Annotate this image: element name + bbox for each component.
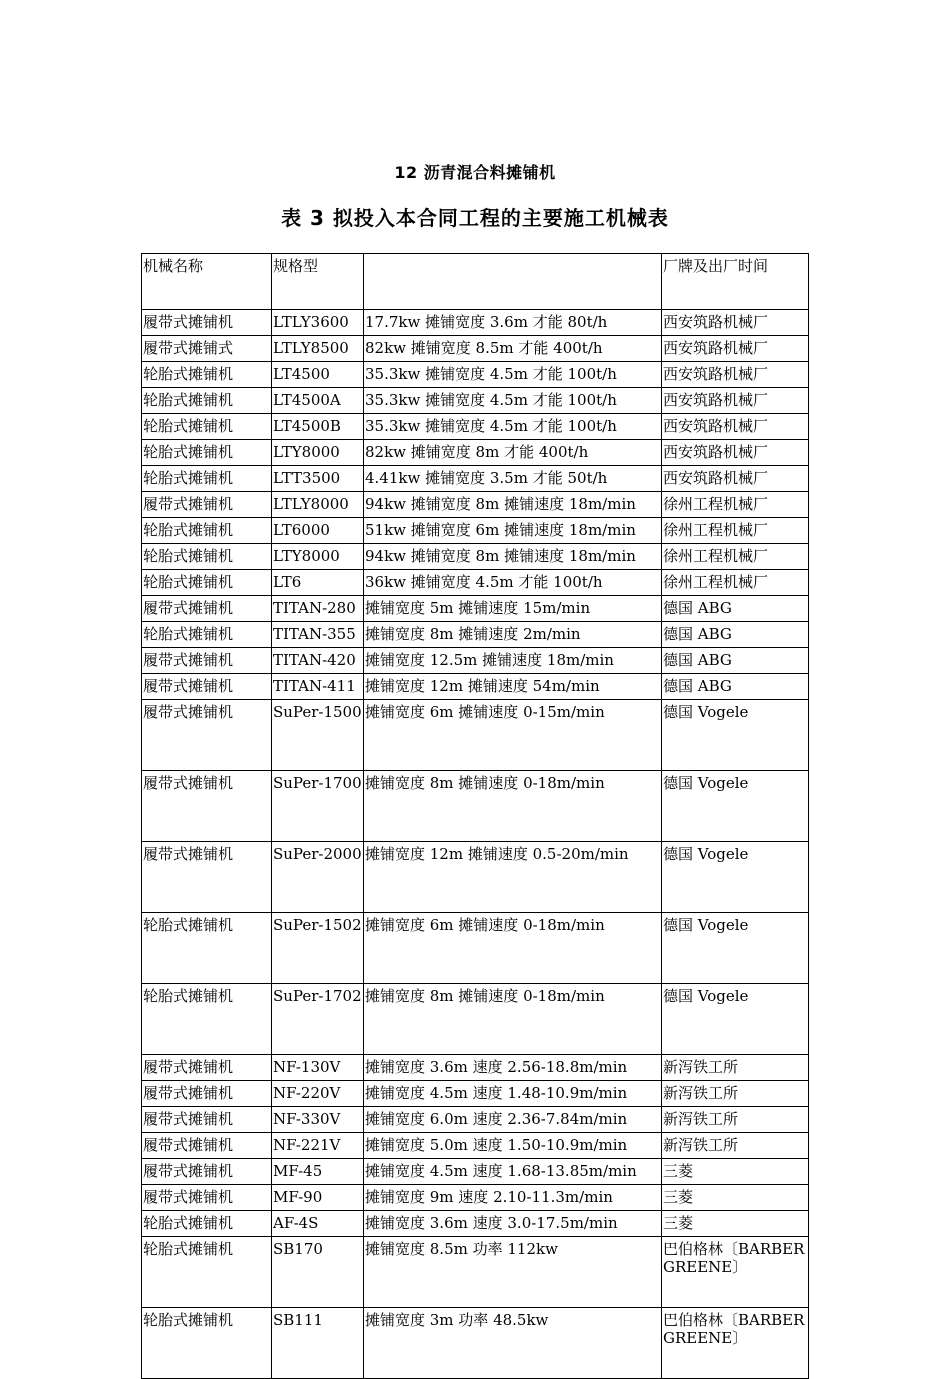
- maker-cell: 三菱: [662, 1211, 809, 1237]
- table-row: [142, 1081, 809, 1107]
- machine-name-cell: 履带式摊铺机: [142, 1055, 272, 1081]
- table-row: [142, 674, 809, 700]
- table-row: [142, 622, 809, 648]
- table-row: [142, 913, 809, 984]
- maker-cell: 西安筑路机械厂: [662, 362, 809, 388]
- machine-name-cell: 履带式摊铺机: [142, 842, 272, 913]
- machine-name-cell: 轮胎式摊铺机: [142, 466, 272, 492]
- machine-name-cell: 轮胎式摊铺机: [142, 984, 272, 1055]
- table-row: [142, 771, 809, 842]
- maker-cell: 德国 ABG: [662, 596, 809, 622]
- details-cell: 82kw 摊铺宽度 8m 才能 400t/h: [364, 440, 662, 466]
- maker-cell: 西安筑路机械厂: [662, 466, 809, 492]
- machine-name-cell: 轮胎式摊铺机: [142, 913, 272, 984]
- details-cell: 摊铺宽度 5m 摊铺速度 15m/min: [364, 596, 662, 622]
- machine-name-cell: 轮胎式摊铺机: [142, 518, 272, 544]
- table-row: [142, 648, 809, 674]
- maker-cell: 徐州工程机械厂: [662, 570, 809, 596]
- details-cell: 4.41kw 摊铺宽度 3.5m 才能 50t/h: [364, 466, 662, 492]
- machine-name-cell: 轮胎式摊铺机: [142, 414, 272, 440]
- machine-name-cell: 轮胎式摊铺机: [142, 388, 272, 414]
- maker-cell: 徐州工程机械厂: [662, 544, 809, 570]
- maker-cell: 巴伯格林〔BARBER GREENE〕: [662, 1308, 809, 1379]
- table-row: [142, 1185, 809, 1211]
- model-cell: SuPer-1702: [272, 984, 364, 1055]
- details-cell: 摊铺宽度 3m 功率 48.5kw: [364, 1308, 662, 1379]
- model-cell: TITAN-355: [272, 622, 364, 648]
- details-cell: 94kw 摊铺宽度 8m 摊铺速度 18m/min: [364, 544, 662, 570]
- table-row: [142, 596, 809, 622]
- maker-cell: 德国 Vogele: [662, 842, 809, 913]
- model-cell: LTLY8000: [272, 492, 364, 518]
- machine-name-cell: 履带式摊铺机: [142, 596, 272, 622]
- header-cell-details: [364, 254, 662, 310]
- model-cell: SuPer-1700: [272, 771, 364, 842]
- model-cell: LT6000: [272, 518, 364, 544]
- machine-name-cell: 轮胎式摊铺机: [142, 1211, 272, 1237]
- model-cell: SB170: [272, 1237, 364, 1308]
- model-cell: LTT3500: [272, 466, 364, 492]
- table-row: [142, 1237, 809, 1308]
- maker-cell: 三菱: [662, 1159, 809, 1185]
- machine-name-cell: 履带式摊铺机: [142, 771, 272, 842]
- model-cell: LT6: [272, 570, 364, 596]
- details-cell: 51kw 摊铺宽度 6m 摊铺速度 18m/min: [364, 518, 662, 544]
- maker-cell: 三菱: [662, 1185, 809, 1211]
- machine-name-cell: 履带式摊铺机: [142, 1185, 272, 1211]
- model-cell: LTLY8500: [272, 336, 364, 362]
- maker-cell: 德国 ABG: [662, 648, 809, 674]
- maker-cell: 德国 Vogele: [662, 771, 809, 842]
- details-cell: 摊铺宽度 6m 摊铺速度 0-15m/min: [364, 700, 662, 771]
- model-cell: LT4500B: [272, 414, 364, 440]
- table-row: [142, 1133, 809, 1159]
- details-cell: 摊铺宽度 8.5m 功率 112kw: [364, 1237, 662, 1308]
- machine-name-cell: 轮胎式摊铺机: [142, 544, 272, 570]
- table-title: 表 3 拟投入本合同工程的主要施工机械表: [281, 206, 669, 230]
- section-heading: 12 沥青混合料摊铺机: [394, 163, 556, 182]
- table-row: [142, 388, 809, 414]
- maker-cell: 新泻铁工所: [662, 1055, 809, 1081]
- machine-name-cell: 履带式摊铺机: [142, 1133, 272, 1159]
- model-cell: LTLY3600: [272, 310, 364, 336]
- machine-name-cell: 履带式摊铺式: [142, 336, 272, 362]
- details-cell: 摊铺宽度 8m 摊铺速度 2m/min: [364, 622, 662, 648]
- maker-cell: 西安筑路机械厂: [662, 336, 809, 362]
- model-cell: LT4500A: [272, 388, 364, 414]
- details-cell: 摊铺宽度 4.5m 速度 1.68-13.85m/min: [364, 1159, 662, 1185]
- table-row: [142, 984, 809, 1055]
- machine-name-cell: 履带式摊铺机: [142, 1107, 272, 1133]
- table-row: [142, 336, 809, 362]
- details-cell: 摊铺宽度 12.5m 摊铺速度 18m/min: [364, 648, 662, 674]
- model-cell: TITAN-420: [272, 648, 364, 674]
- table-row: [142, 492, 809, 518]
- details-cell: 摊铺宽度 12m 摊铺速度 0.5-20m/min: [364, 842, 662, 913]
- model-cell: NF-330V: [272, 1107, 364, 1133]
- details-cell: 摊铺宽度 9m 速度 2.10-11.3m/min: [364, 1185, 662, 1211]
- maker-cell: 德国 Vogele: [662, 913, 809, 984]
- maker-cell: 新泻铁工所: [662, 1081, 809, 1107]
- table-row: [142, 414, 809, 440]
- model-cell: SuPer-1502: [272, 913, 364, 984]
- details-cell: 摊铺宽度 6m 摊铺速度 0-18m/min: [364, 913, 662, 984]
- table-row: [142, 1055, 809, 1081]
- machine-name-cell: 履带式摊铺机: [142, 648, 272, 674]
- model-cell: NF-220V: [272, 1081, 364, 1107]
- model-cell: MF-45: [272, 1159, 364, 1185]
- table-header-row: [142, 254, 809, 310]
- table-row: [142, 570, 809, 596]
- details-cell: 35.3kw 摊铺宽度 4.5m 才能 100t/h: [364, 388, 662, 414]
- model-cell: SuPer-2000: [272, 842, 364, 913]
- machine-name-cell: 履带式摊铺机: [142, 1159, 272, 1185]
- model-cell: LTY8000: [272, 440, 364, 466]
- maker-cell: 巴伯格林〔BARBER GREENE〕: [662, 1237, 809, 1308]
- details-cell: 摊铺宽度 4.5m 速度 1.48-10.9m/min: [364, 1081, 662, 1107]
- maker-cell: 德国 Vogele: [662, 984, 809, 1055]
- machine-name-cell: 履带式摊铺机: [142, 674, 272, 700]
- details-cell: 摊铺宽度 5.0m 速度 1.50-10.9m/min: [364, 1133, 662, 1159]
- maker-cell: 徐州工程机械厂: [662, 492, 809, 518]
- details-cell: 82kw 摊铺宽度 8.5m 才能 400t/h: [364, 336, 662, 362]
- details-cell: 36kw 摊铺宽度 4.5m 才能 100t/h: [364, 570, 662, 596]
- model-cell: SB111: [272, 1308, 364, 1379]
- machine-name-cell: 履带式摊铺机: [142, 310, 272, 336]
- machine-name-cell: 轮胎式摊铺机: [142, 1308, 272, 1379]
- machine-name-cell: 履带式摊铺机: [142, 700, 272, 771]
- machine-name-cell: 轮胎式摊铺机: [142, 362, 272, 388]
- table-row: [142, 1159, 809, 1185]
- details-cell: 94kw 摊铺宽度 8m 摊铺速度 18m/min: [364, 492, 662, 518]
- table-row: [142, 842, 809, 913]
- details-cell: 摊铺宽度 12m 摊铺速度 54m/min: [364, 674, 662, 700]
- table-row: [142, 700, 809, 771]
- maker-cell: 德国 ABG: [662, 674, 809, 700]
- table-row: [142, 1211, 809, 1237]
- details-cell: 摊铺宽度 8m 摊铺速度 0-18m/min: [364, 984, 662, 1055]
- maker-cell: 新泻铁工所: [662, 1107, 809, 1133]
- table-row: [142, 544, 809, 570]
- model-cell: AF-4S: [272, 1211, 364, 1237]
- details-cell: 35.3kw 摊铺宽度 4.5m 才能 100t/h: [364, 414, 662, 440]
- header-cell-machine-name: 机械名称: [142, 254, 272, 310]
- model-cell: TITAN-280: [272, 596, 364, 622]
- table-row: [142, 466, 809, 492]
- table-row: [142, 310, 809, 336]
- details-cell: 35.3kw 摊铺宽度 4.5m 才能 100t/h: [364, 362, 662, 388]
- model-cell: LTY8000: [272, 544, 364, 570]
- details-cell: 摊铺宽度 3.6m 速度 2.56-18.8m/min: [364, 1055, 662, 1081]
- maker-cell: 德国 ABG: [662, 622, 809, 648]
- model-cell: NF-221V: [272, 1133, 364, 1159]
- maker-cell: 西安筑路机械厂: [662, 440, 809, 466]
- maker-cell: 德国 Vogele: [662, 700, 809, 771]
- table-row: [142, 1308, 809, 1379]
- model-cell: LT4500: [272, 362, 364, 388]
- machine-name-cell: 轮胎式摊铺机: [142, 622, 272, 648]
- header-cell-maker-date: 厂牌及出厂时间: [662, 254, 809, 310]
- model-cell: MF-90: [272, 1185, 364, 1211]
- details-cell: 摊铺宽度 8m 摊铺速度 0-18m/min: [364, 771, 662, 842]
- machine-name-cell: 轮胎式摊铺机: [142, 1237, 272, 1308]
- machine-name-cell: 轮胎式摊铺机: [142, 440, 272, 466]
- machine-name-cell: 履带式摊铺机: [142, 1081, 272, 1107]
- table-row: [142, 518, 809, 544]
- table-row: [142, 362, 809, 388]
- model-cell: SuPer-1500: [272, 700, 364, 771]
- table-row: [142, 440, 809, 466]
- maker-cell: 西安筑路机械厂: [662, 414, 809, 440]
- model-cell: TITAN-411: [272, 674, 364, 700]
- maker-cell: 西安筑路机械厂: [662, 310, 809, 336]
- details-cell: 17.7kw 摊铺宽度 3.6m 才能 80t/h: [364, 310, 662, 336]
- machine-name-cell: 轮胎式摊铺机: [142, 570, 272, 596]
- model-cell: NF-130V: [272, 1055, 364, 1081]
- header-cell-spec-model: 规格型: [272, 254, 364, 310]
- table-row: [142, 1107, 809, 1133]
- machine-name-cell: 履带式摊铺机: [142, 492, 272, 518]
- details-cell: 摊铺宽度 3.6m 速度 3.0-17.5m/min: [364, 1211, 662, 1237]
- equipment-table: [141, 253, 809, 1379]
- maker-cell: 徐州工程机械厂: [662, 518, 809, 544]
- details-cell: 摊铺宽度 6.0m 速度 2.36-7.84m/min: [364, 1107, 662, 1133]
- maker-cell: 西安筑路机械厂: [662, 388, 809, 414]
- maker-cell: 新泻铁工所: [662, 1133, 809, 1159]
